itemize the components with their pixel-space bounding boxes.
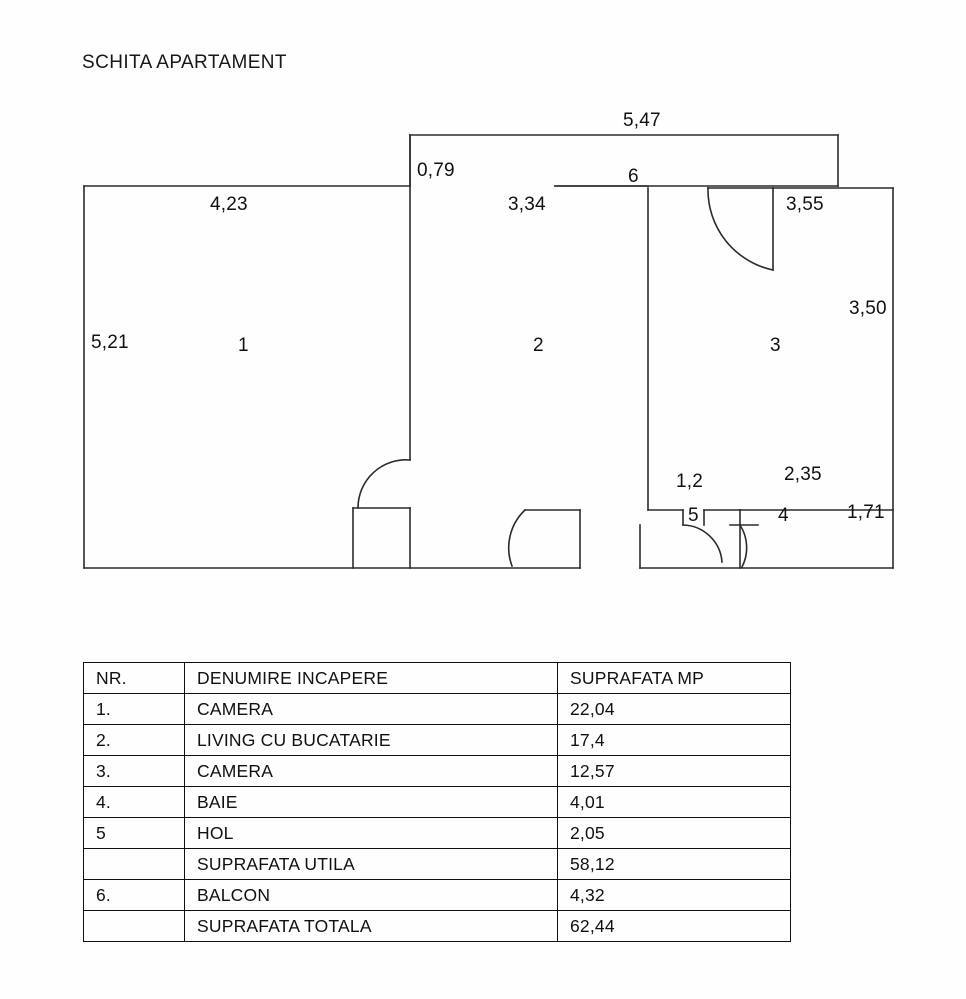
dim-room2-width: 3,34: [508, 194, 546, 215]
cell-name: SUPRAFATA TOTALA: [185, 911, 558, 942]
page-title: SCHITA APARTAMENT: [82, 52, 287, 73]
cell-name: BALCON: [185, 880, 558, 911]
cell-nr: 6.: [84, 880, 185, 911]
dim-balcony-depth: 0,79: [417, 160, 455, 181]
cell-nr: 1.: [84, 694, 185, 725]
header-nr: NR.: [84, 663, 185, 694]
cell-name: CAMERA: [185, 756, 558, 787]
table-row: [84, 818, 791, 849]
table-row: [84, 849, 791, 880]
cell-nr: 3.: [84, 756, 185, 787]
floor-plan-svg: [0, 100, 966, 610]
cell-nr: 4.: [84, 787, 185, 818]
table-row: [84, 694, 791, 725]
cell-nr: [84, 911, 185, 942]
table-row: [84, 880, 791, 911]
door-arc-room3: [708, 188, 773, 270]
dim-hol-width: 1,2: [676, 471, 704, 492]
cell-area: 17,4: [558, 725, 791, 756]
room-label-3: 3: [770, 335, 781, 356]
cell-area: 4,32: [558, 880, 791, 911]
dim-room3-height: 3,50: [849, 298, 887, 319]
cell-area: 58,12: [558, 849, 791, 880]
dim-baie-height: 1,71: [847, 502, 885, 523]
cell-name: CAMERA: [185, 694, 558, 725]
room-label-4: 4: [778, 505, 789, 526]
room-label-6-balcony: 6: [628, 166, 639, 187]
room-label-5: 5: [688, 505, 699, 526]
door-arc-entry: [509, 510, 525, 566]
cell-area: 22,04: [558, 694, 791, 725]
cell-name: HOL: [185, 818, 558, 849]
room-schedule-table: [83, 662, 751, 942]
cell-nr: 2.: [84, 725, 185, 756]
dim-balcony-width: 5,47: [623, 110, 661, 131]
room-label-2: 2: [533, 335, 544, 356]
cell-area: 12,57: [558, 756, 791, 787]
cell-area: 2,05: [558, 818, 791, 849]
table-row: [84, 911, 791, 942]
spec-table: [83, 662, 791, 942]
table-row: [84, 756, 791, 787]
cell-nr: 5: [84, 818, 185, 849]
door-arc-baie: [740, 525, 747, 567]
table-row: [84, 787, 791, 818]
cell-area: 62,44: [558, 911, 791, 942]
spec-table-body: [84, 663, 791, 942]
door-arc-hol: [683, 525, 722, 562]
cell-area: 4,01: [558, 787, 791, 818]
cell-nr: [84, 849, 185, 880]
dim-room1-width: 4,23: [210, 194, 248, 215]
dim-room1-height: 5,21: [91, 332, 129, 353]
header-area: SUPRAFATA MP: [558, 663, 791, 694]
header-name: DENUMIRE INCAPERE: [185, 663, 558, 694]
cell-name: LIVING CU BUCATARIE: [185, 725, 558, 756]
cell-name: BAIE: [185, 787, 558, 818]
floor-plan-drawing: [0, 100, 966, 610]
door-arc-room1: [358, 460, 410, 508]
table-row: [84, 725, 791, 756]
room-label-1: 1: [238, 335, 249, 356]
dim-room3-width: 3,55: [786, 194, 824, 215]
table-header-row: [84, 663, 791, 694]
cell-name: SUPRAFATA UTILA: [185, 849, 558, 880]
dim-baie-width: 2,35: [784, 464, 822, 485]
